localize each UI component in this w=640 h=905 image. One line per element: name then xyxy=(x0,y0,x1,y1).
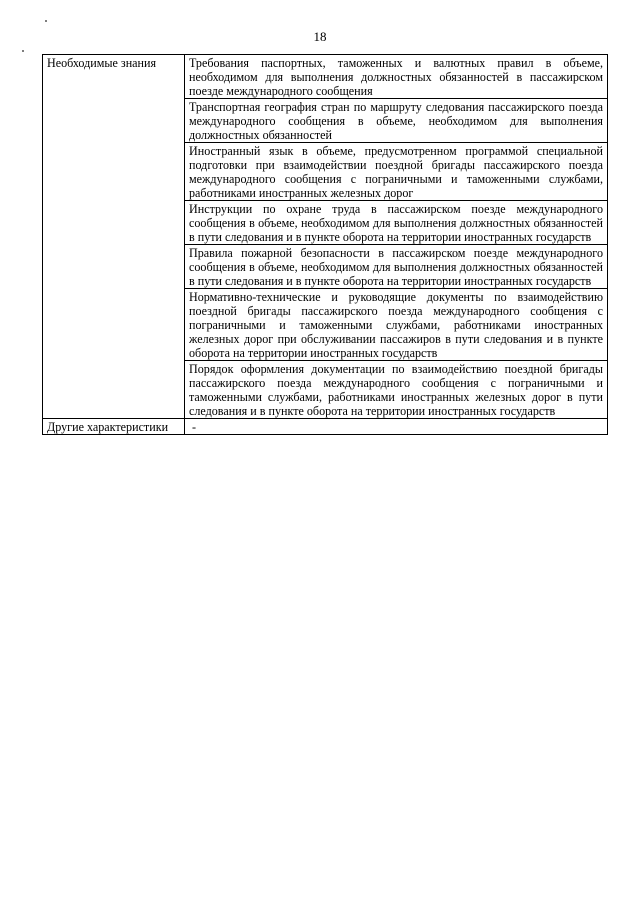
other-label: Другие характеристики xyxy=(43,419,185,435)
table-row xyxy=(43,419,608,435)
knowledge-item: Нормативно-технические и руководящие документы по взаимодействию поездной бригады пассажирского поезда международного сообщения с пограничными и таможенными службами, работниками иностранных железных дорог при обслуживании пассажиров в пути следования и в пункте оборота на территории иностранных государств xyxy=(185,289,608,361)
knowledge-item: Правила пожарной безопасности в пассажирском поезде международного сообщения в объеме, необходимом для выполнения должностных обязанностей в пути следования и в пункте оборота на территории иностранных государств xyxy=(185,245,608,289)
scan-speck xyxy=(22,50,24,52)
knowledge-item: Порядок оформления документации по взаимодействию поездной бригады пассажирского поезда международного сообщения с пограничными и таможенными службами, работниками иностранных железных дорог в пути следования и в пункте оборота на территории иностранных государств xyxy=(185,361,608,419)
competency-table xyxy=(42,54,608,435)
knowledge-item: Иностранный язык в объеме, предусмотренном программой специальной подготовки при взаимодействии поездной бригады пассажирского поезда международного сообщения с пограничными и таможенными службами, работниками иностранных железных дорог xyxy=(185,143,608,201)
knowledge-item: Инструкции по охране труда в пассажирском поезде международного сообщения в объеме, необходимом для выполнения должностных обязанностей в пути следования и в пункте оборота на территории иностранных государств xyxy=(185,201,608,245)
page-number: 18 xyxy=(313,29,327,44)
knowledge-label: Необходимые знания xyxy=(43,55,185,419)
other-value: - xyxy=(185,419,608,435)
scan-speck xyxy=(45,20,47,22)
table-row xyxy=(43,55,608,99)
knowledge-item: Требования паспортных, таможенных и валютных правил в объеме, необходимом для выполнения должностных обязанностей в пассажирском поезде международного сообщения xyxy=(185,55,608,99)
knowledge-item: Транспортная география стран по маршруту следования пассажирского поезда международного сообщения в объеме, необходимом для выполнения должностных обязанностей xyxy=(185,99,608,143)
